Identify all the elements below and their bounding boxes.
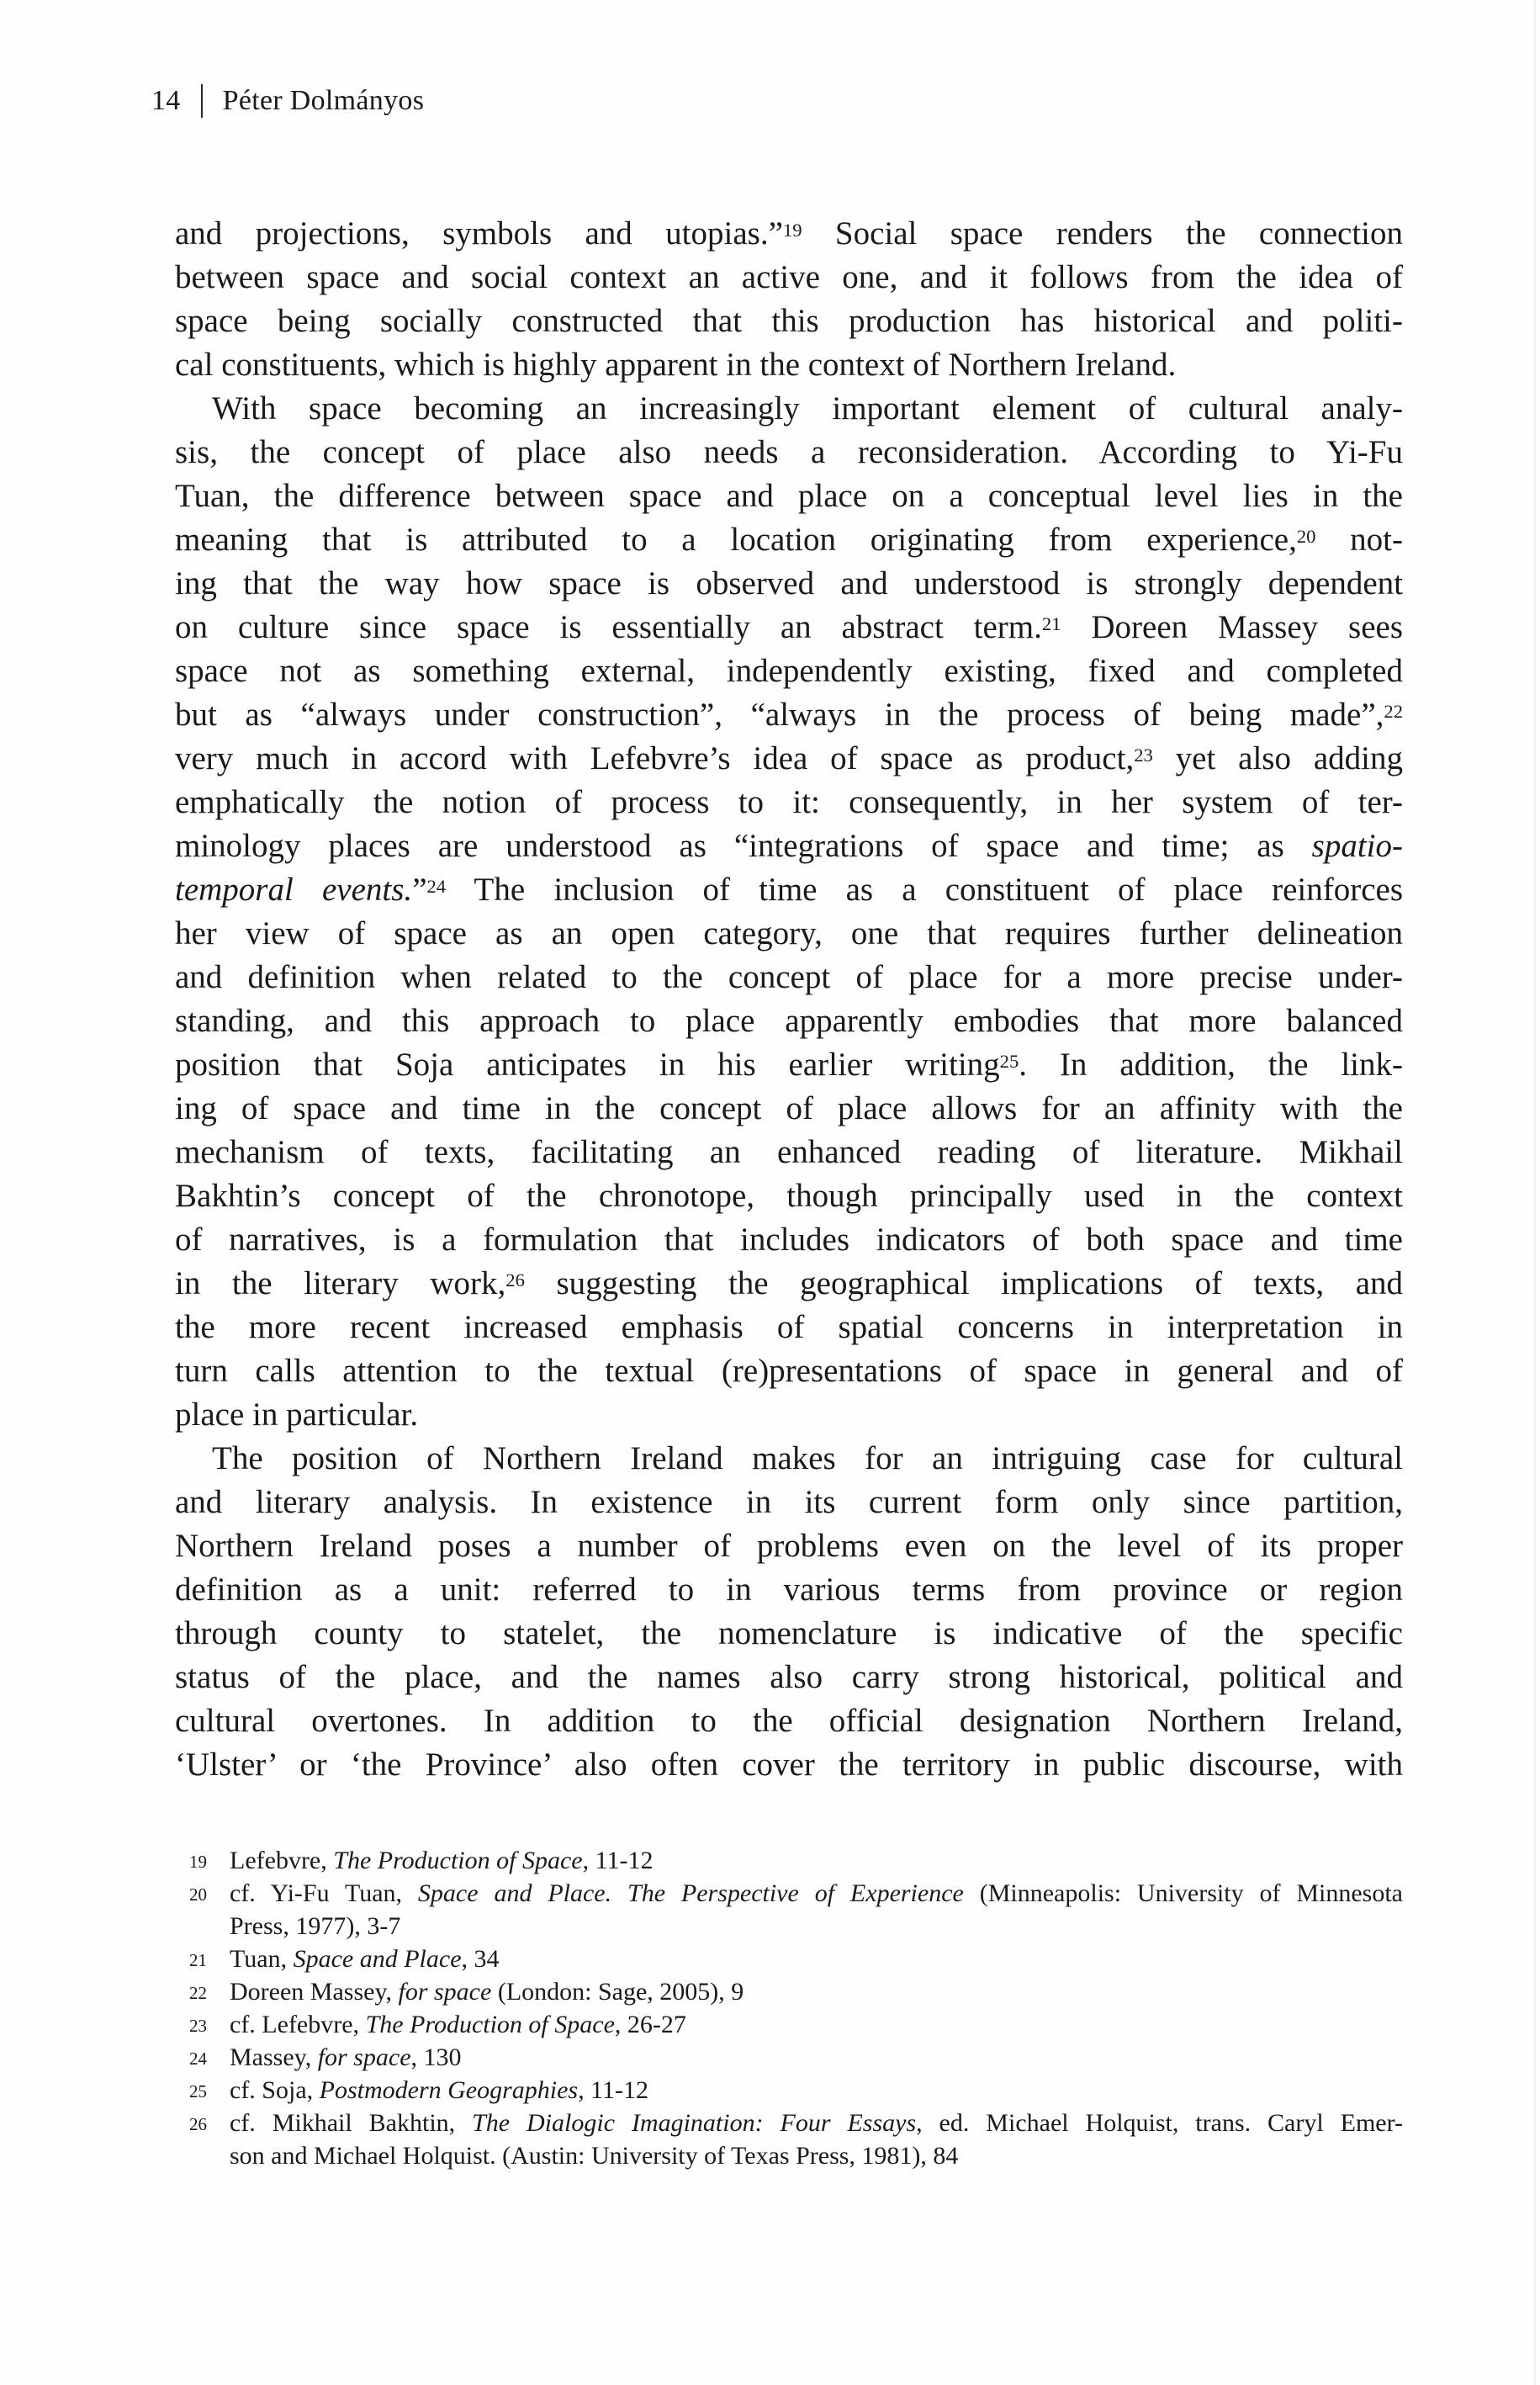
italic-text: Space and Place bbox=[293, 1945, 462, 1973]
text-segment: Tuan, the difference between space and place on a conceptual level lies in the bbox=[175, 478, 1403, 514]
text-line bbox=[175, 868, 1403, 912]
footnote-ref: 24 bbox=[426, 876, 447, 898]
text-line bbox=[175, 1262, 1403, 1306]
text-segment: meaning that is attributed to a location originating from experience, bbox=[175, 522, 1297, 558]
text-line bbox=[175, 649, 1403, 693]
text-segment: very much in accord with Lefebvre’s idea of space as product, bbox=[175, 740, 1135, 776]
text-segment: cf. Mikhail Bakhtin, bbox=[230, 2109, 473, 2137]
text-segment: Massey, bbox=[230, 2043, 318, 2071]
text-segment: suggesting the geographical implications of texts, and bbox=[524, 1265, 1404, 1301]
text-line bbox=[175, 737, 1403, 781]
footnote-item bbox=[189, 2074, 1403, 2107]
text-segment: , 34 bbox=[461, 1945, 500, 1973]
italic-text: The Production of Space bbox=[333, 1847, 583, 1874]
text-segment: sis, the concept of place also needs a reconsideration. According to Yi-Fu bbox=[175, 434, 1403, 470]
text-line bbox=[175, 781, 1403, 824]
footnote-ref: 25 bbox=[999, 1051, 1019, 1073]
text-segment: (Minneapolis: University of Minnesota bbox=[963, 1879, 1403, 1907]
footnote-number: 19 bbox=[189, 1852, 207, 1872]
text-segment: and projections, symbols and utopias.” bbox=[175, 215, 783, 252]
footnote-ref: 21 bbox=[1041, 613, 1061, 635]
text-segment: Press, 1977), 3-7 bbox=[230, 1912, 401, 1940]
text-segment: Doreen Massey, bbox=[230, 1978, 399, 2006]
text-segment: Social space renders the connection bbox=[802, 215, 1403, 252]
text-segment: ‘Ulster’ or ‘the Province’ also often cover the territory in public discourse, with bbox=[175, 1746, 1403, 1783]
text-segment: minology places are understood as “integrations of space and time; as bbox=[175, 828, 1312, 864]
footnote-number: 26 bbox=[189, 2114, 207, 2134]
paragraph bbox=[175, 387, 1403, 1437]
footnote-item bbox=[189, 1844, 1403, 1877]
text-line bbox=[175, 1481, 1403, 1524]
footnote-number: 21 bbox=[189, 1950, 207, 1970]
footnote-number: 23 bbox=[189, 2016, 207, 2036]
text-segment: yet also adding bbox=[1152, 740, 1403, 776]
text-segment: , 11-12 bbox=[582, 1847, 654, 1874]
text-segment: Bakhtin’s concept of the chronotope, though principally used in the context bbox=[175, 1178, 1403, 1214]
italic-text: Space and Place. The Perspective of Experience bbox=[417, 1879, 964, 1907]
text-line bbox=[175, 343, 1403, 387]
text-segment: cf. Lefebvre, bbox=[230, 2011, 366, 2038]
header-divider bbox=[201, 84, 203, 118]
text-segment: between space and social context an active one, and it follows from the idea of bbox=[175, 259, 1403, 295]
text-segment: space not as something external, independently existing, fixed and completed bbox=[175, 653, 1403, 689]
text-line bbox=[175, 824, 1403, 868]
text-line bbox=[175, 212, 1403, 256]
text-segment: Lefebvre, bbox=[230, 1847, 334, 1874]
text-line bbox=[175, 1349, 1403, 1393]
text-segment: , 26-27 bbox=[614, 2011, 686, 2038]
text-segment: cultural overtones. In addition to the official designation Northern Ireland, bbox=[175, 1703, 1403, 1739]
footnote-number: 20 bbox=[189, 1884, 207, 1905]
text-line bbox=[175, 518, 1403, 562]
text-segment: and definition when related to the concept of place for a more precise under- bbox=[175, 959, 1403, 995]
text-segment: cal constituents, which is highly apparent in the context of Northern Ireland. bbox=[175, 347, 1177, 383]
text-line bbox=[230, 2074, 1403, 2107]
text-line bbox=[175, 1174, 1403, 1218]
text-segment: definition as a unit: referred to in various terms from province or region bbox=[175, 1571, 1403, 1608]
paragraph bbox=[175, 212, 1403, 387]
text-segment: status of the place, and the names also carry strong historical, political and bbox=[175, 1659, 1403, 1695]
text-line bbox=[175, 912, 1403, 956]
footnote-ref: 26 bbox=[505, 1269, 525, 1291]
text-line bbox=[175, 1218, 1403, 1262]
text-line bbox=[175, 693, 1403, 737]
text-segment: 11-12 bbox=[584, 2076, 649, 2104]
text-line bbox=[175, 1087, 1403, 1131]
text-segment: The inclusion of time as a constituent of place reinforces bbox=[446, 872, 1404, 908]
text-segment: With space becoming an increasingly important element of cultural analy- bbox=[212, 390, 1403, 427]
text-segment: and literary analysis. In existence in its current form only since partition, bbox=[175, 1484, 1403, 1520]
text-segment: position that Soja anticipates in his earlier writing bbox=[175, 1047, 1000, 1083]
text-segment: . In addition, the link- bbox=[1019, 1047, 1404, 1083]
page-header bbox=[151, 84, 424, 118]
text-segment: of narratives, is a formulation that includes indicators of both space and time bbox=[175, 1222, 1403, 1258]
text-segment: standing, and this approach to place apparently embodies that more balanced bbox=[175, 1003, 1403, 1039]
text-line bbox=[175, 1393, 1403, 1437]
footnote-number: 22 bbox=[189, 1983, 207, 2003]
text-line bbox=[175, 1131, 1403, 1174]
text-segment: the more recent increased emphasis of spatial concerns in interpretation in bbox=[175, 1309, 1403, 1345]
text-line bbox=[230, 1975, 1403, 2008]
text-segment: turn calls attention to the textual (re)presentations of space in general and of bbox=[175, 1353, 1403, 1389]
text-segment: cf. Soja, bbox=[230, 2076, 320, 2104]
text-line bbox=[175, 956, 1403, 999]
text-line bbox=[230, 1942, 1403, 1975]
footnote-ref: 22 bbox=[1384, 701, 1403, 723]
text-line bbox=[175, 562, 1403, 606]
text-segment: ing that the way how space is observed and understood is strongly dependent bbox=[175, 565, 1403, 602]
footnote-ref: 19 bbox=[782, 220, 802, 241]
footnote-item bbox=[189, 1975, 1403, 2008]
text-segment: Northern Ireland poses a number of problems even on the level of its proper bbox=[175, 1528, 1403, 1564]
text-segment: ing of space and time in the concept of place allows for an affinity with the bbox=[175, 1090, 1403, 1126]
footnote-item bbox=[189, 1877, 1403, 1942]
text-line bbox=[175, 1437, 1403, 1481]
text-line bbox=[230, 1910, 1403, 1942]
text-line bbox=[175, 1612, 1403, 1656]
text-line bbox=[175, 387, 1403, 431]
footnote-number: 25 bbox=[189, 2081, 207, 2101]
italic-text: Postmodern Geographies, bbox=[319, 2076, 585, 2104]
text-line bbox=[175, 431, 1403, 474]
italic-text: for space bbox=[317, 2043, 411, 2071]
text-segment: , ed. Michael Holquist, trans. Caryl Emer- bbox=[916, 2109, 1403, 2137]
text-segment: , 130 bbox=[410, 2043, 462, 2071]
text-line bbox=[230, 2008, 1403, 2041]
text-line bbox=[175, 474, 1403, 518]
paragraph bbox=[175, 1437, 1403, 1787]
italic-text: The Dialogic Imagination: Four Essays bbox=[472, 2109, 917, 2137]
text-line bbox=[175, 999, 1403, 1043]
italic-text: for space bbox=[398, 1978, 492, 2006]
italic-text: spatio- bbox=[1311, 828, 1403, 864]
text-segment: emphatically the notion of process to it: consequently, in her system of ter- bbox=[175, 784, 1403, 820]
italic-text: The Production of Space bbox=[365, 2011, 615, 2038]
footnote-number: 24 bbox=[189, 2048, 207, 2069]
footnote-item bbox=[189, 2008, 1403, 2041]
text-segment: place in particular. bbox=[175, 1397, 419, 1433]
text-line bbox=[175, 1743, 1403, 1787]
text-segment: son and Michael Holquist. (Austin: University of Texas Press, 1981), 84 bbox=[230, 2142, 959, 2170]
footnote-ref: 20 bbox=[1296, 526, 1316, 548]
text-segment: (London: Sage, 2005), 9 bbox=[491, 1978, 744, 2006]
text-segment: through county to statelet, the nomenclature is indicative of the specific bbox=[175, 1615, 1403, 1651]
text-line bbox=[230, 2107, 1403, 2139]
footnotes bbox=[189, 1844, 1403, 2172]
text-line bbox=[175, 1524, 1403, 1568]
text-segment: on culture since space is essentially an abstract term. bbox=[175, 609, 1042, 645]
text-line bbox=[175, 1656, 1403, 1699]
page-edge-line bbox=[1534, 0, 1536, 2385]
body-text bbox=[175, 212, 1403, 1787]
text-line bbox=[175, 1306, 1403, 1349]
text-segment: ” bbox=[412, 872, 427, 908]
text-line bbox=[230, 2139, 1403, 2172]
text-line bbox=[175, 1043, 1403, 1087]
footnote-ref: 23 bbox=[1134, 745, 1153, 766]
text-segment: Tuan, bbox=[230, 1945, 294, 1973]
text-line bbox=[230, 1844, 1403, 1877]
footnote-item bbox=[189, 2107, 1403, 2172]
text-line bbox=[175, 606, 1403, 649]
text-segment: her view of space as an open category, one that requires further delineation bbox=[175, 915, 1403, 951]
text-line bbox=[175, 1568, 1403, 1612]
text-line bbox=[175, 256, 1403, 299]
page-number: 14 bbox=[151, 85, 181, 116]
footnote-item bbox=[189, 2041, 1403, 2074]
text-line bbox=[230, 2041, 1403, 2074]
text-segment: space being socially constructed that this production has historical and politi- bbox=[175, 303, 1403, 339]
text-line bbox=[230, 1877, 1403, 1910]
text-segment: but as “always under construction”, “always in the process of being made”, bbox=[175, 697, 1384, 733]
author-name: Péter Dolmányos bbox=[222, 85, 425, 116]
text-segment: The position of Northern Ireland makes for an intriguing case for cultural bbox=[212, 1440, 1403, 1476]
text-segment: in the literary work, bbox=[175, 1265, 506, 1301]
text-segment: not- bbox=[1315, 522, 1404, 558]
text-segment: Doreen Massey sees bbox=[1061, 609, 1403, 645]
text-segment: cf. Yi-Fu Tuan, bbox=[230, 1879, 418, 1907]
footnote-item bbox=[189, 1942, 1403, 1975]
text-line bbox=[175, 1699, 1403, 1743]
text-segment: mechanism of texts, facilitating an enhanced reading of literature. Mikhail bbox=[175, 1134, 1403, 1170]
italic-text: temporal events. bbox=[175, 872, 413, 908]
text-line bbox=[175, 299, 1403, 343]
